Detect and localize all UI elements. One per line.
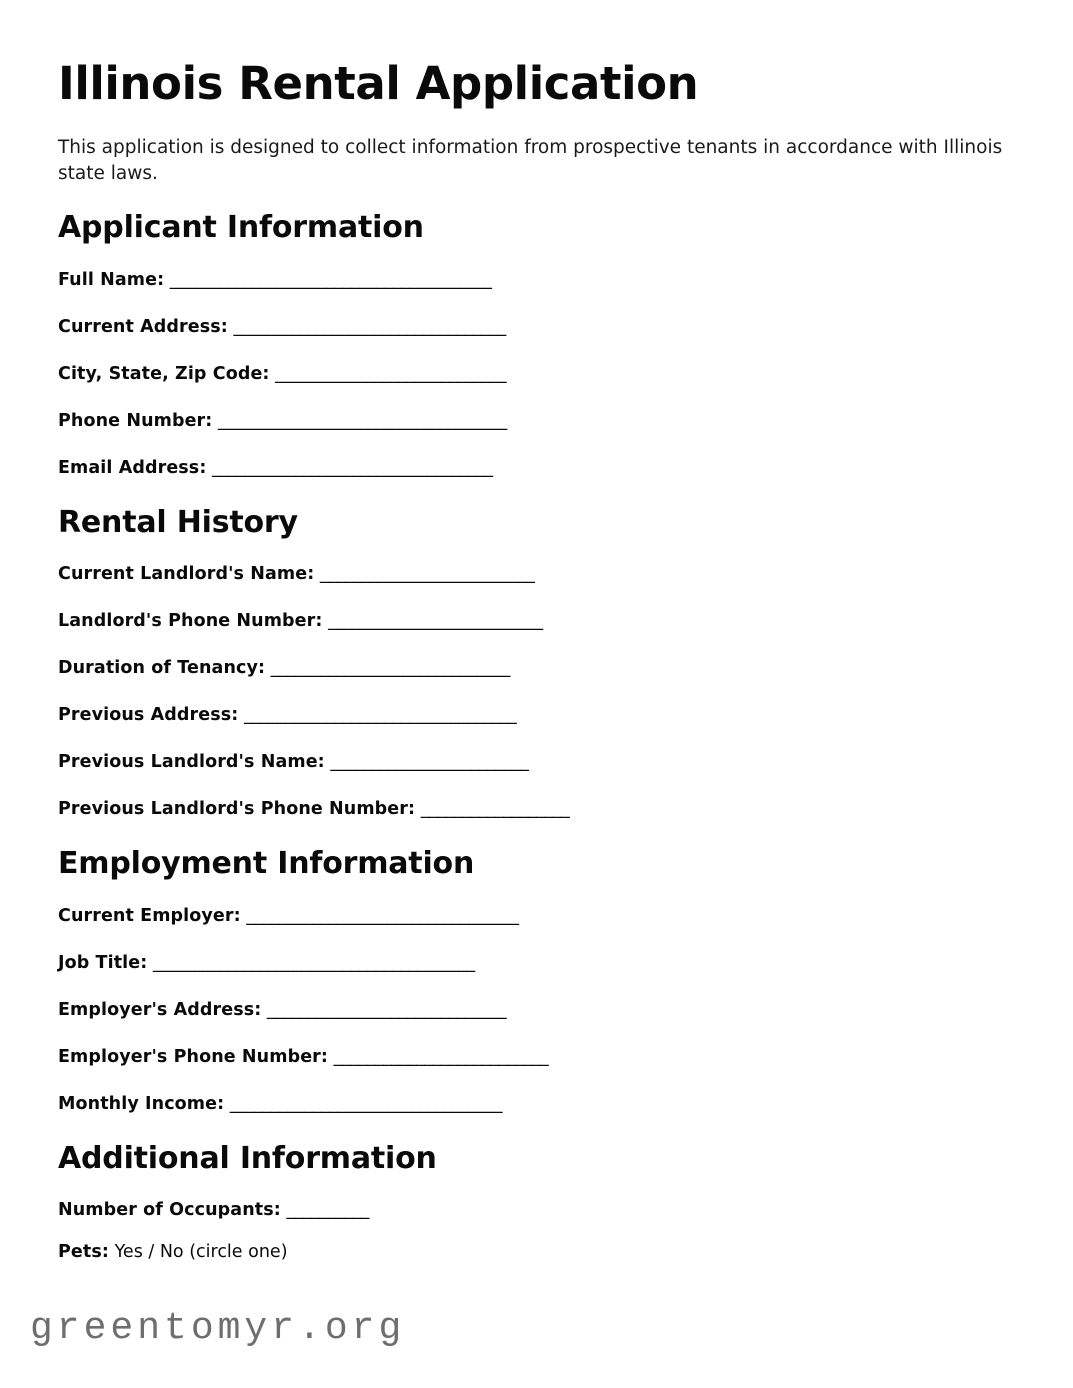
field-current-employer xyxy=(58,904,1018,928)
section-applicant-information xyxy=(58,211,1018,480)
field-blank-number-of-occupants[interactable]: __________ xyxy=(286,1200,369,1221)
field-label-email-address: Email Address: xyxy=(58,457,207,478)
field-label-previous-landlord-name: Previous Landlord's Name: xyxy=(58,752,325,773)
field-blank-current-employer[interactable]: _________________________________ xyxy=(246,905,519,926)
field-label-current-landlord-name: Current Landlord's Name: xyxy=(58,564,315,585)
field-previous-landlord-name xyxy=(58,750,1018,774)
document-content xyxy=(58,57,1018,1282)
field-blank-duration-of-tenancy[interactable]: _____________________________ xyxy=(270,658,510,679)
field-blank-current-landlord-name[interactable]: __________________________ xyxy=(319,564,535,585)
field-label-number-of-occupants: Number of Occupants: xyxy=(58,1200,281,1221)
field-label-full-name: Full Name: xyxy=(58,269,165,290)
field-blank-current-address[interactable]: _________________________________ xyxy=(233,316,506,337)
field-label-current-address: Current Address: xyxy=(58,316,228,337)
field-blank-monthly-income[interactable]: _________________________________ xyxy=(229,1093,503,1114)
field-number-of-occupants xyxy=(58,1198,1018,1222)
intro-paragraph: This application is designed to collect information from prospective tenants in accordance with Illinois state laws. xyxy=(58,137,1003,185)
field-label-phone-number: Phone Number: xyxy=(58,410,213,431)
field-job-title xyxy=(58,951,1018,975)
field-current-address xyxy=(58,315,1018,339)
section-heading-applicant-information: Applicant Information xyxy=(58,210,424,246)
field-employer-phone-number xyxy=(58,1045,1018,1069)
field-label-monthly-income: Monthly Income: xyxy=(58,1093,225,1114)
field-full-name xyxy=(58,268,1018,292)
field-label-job-title: Job Title: xyxy=(58,952,148,973)
field-duration-of-tenancy xyxy=(58,656,1018,680)
field-blank-previous-address[interactable]: _________________________________ xyxy=(243,705,517,726)
field-phone-number xyxy=(58,409,1018,433)
field-blank-employer-address[interactable]: _____________________________ xyxy=(266,999,507,1020)
field-previous-address xyxy=(58,703,1018,727)
field-blank-full-name[interactable]: _______________________________________ xyxy=(169,269,492,290)
field-blank-previous-landlord-phone-number[interactable]: __________________ xyxy=(420,799,570,820)
field-label-current-employer: Current Employer: xyxy=(58,905,241,926)
field-label-employer-phone-number: Employer's Phone Number: xyxy=(58,1046,329,1067)
field-label-previous-address: Previous Address: xyxy=(58,705,239,726)
field-email-address xyxy=(58,456,1018,480)
field-label-landlord-phone-number: Landlord's Phone Number: xyxy=(58,611,323,632)
field-current-landlord-name xyxy=(58,562,1018,586)
field-blank-email-address[interactable]: __________________________________ xyxy=(212,457,493,478)
page-title: Illinois Rental Application xyxy=(58,57,699,110)
field-blank-landlord-phone-number[interactable]: __________________________ xyxy=(328,611,543,632)
section-rental-history xyxy=(58,506,1018,822)
field-label-pets: Pets: xyxy=(58,1242,109,1263)
section-employment-information xyxy=(58,847,1018,1116)
field-monthly-income xyxy=(58,1092,1018,1116)
watermark: greentomyr.org xyxy=(30,1307,406,1350)
field-city-state-zip xyxy=(58,362,1018,386)
field-label-previous-landlord-phone-number: Previous Landlord's Phone Number: xyxy=(58,799,416,820)
field-label-duration-of-tenancy: Duration of Tenancy: xyxy=(58,658,266,679)
field-blank-employer-phone-number[interactable]: __________________________ xyxy=(333,1046,549,1067)
field-pets xyxy=(58,1240,1018,1264)
field-blank-city-state-zip[interactable]: ____________________________ xyxy=(275,363,507,384)
field-landlord-phone-number xyxy=(58,609,1018,633)
field-employer-address xyxy=(58,998,1018,1022)
field-label-employer-address: Employer's Address: xyxy=(58,999,262,1020)
field-blank-job-title[interactable]: _______________________________________ xyxy=(152,952,475,973)
section-heading-employment-information: Employment Information xyxy=(58,846,475,882)
field-label-city-state-zip: City, State, Zip Code: xyxy=(58,363,270,384)
section-heading-additional-information: Additional Information xyxy=(58,1140,437,1176)
field-value-pets[interactable]: Yes / No (circle one) xyxy=(114,1242,288,1263)
field-blank-previous-landlord-name[interactable]: ________________________ xyxy=(330,752,529,773)
field-previous-landlord-phone-number xyxy=(58,797,1018,821)
section-additional-information xyxy=(58,1142,1018,1265)
field-blank-phone-number[interactable]: ___________________________________ xyxy=(217,410,507,431)
section-heading-rental-history: Rental History xyxy=(58,504,298,540)
